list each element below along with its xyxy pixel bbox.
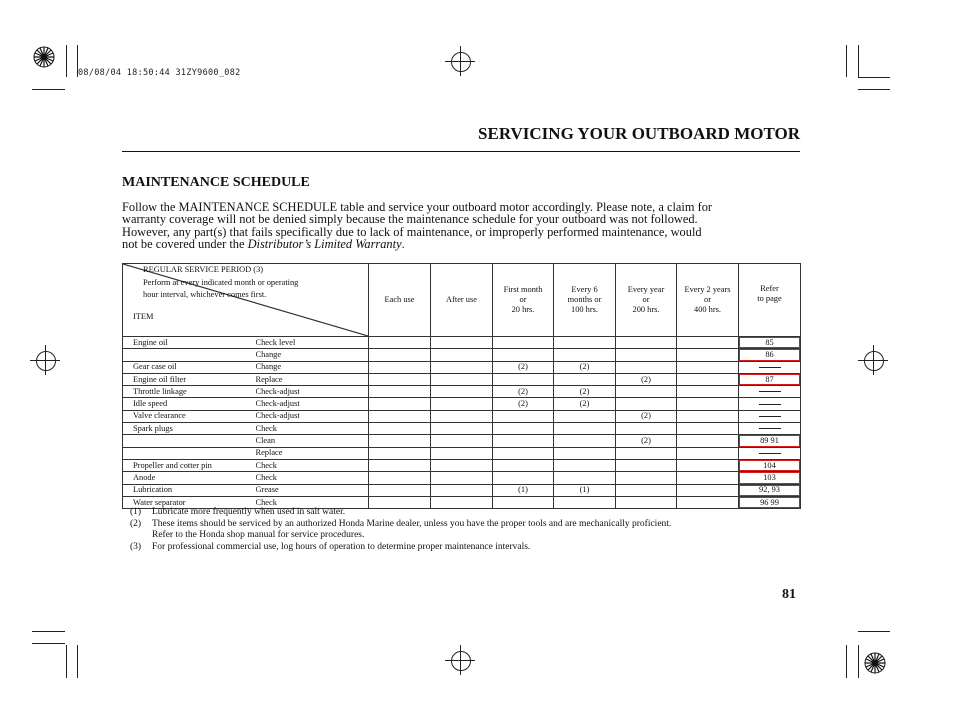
ref-dash (759, 416, 781, 417)
table-row (123, 459, 801, 471)
ref-dash (759, 404, 781, 405)
table-row (123, 447, 801, 459)
cell-every-year: (2) (616, 410, 677, 422)
cell-every-year (616, 398, 677, 410)
footnote-text: Refer to the Honda shop manual for service procedures. (152, 530, 365, 541)
table-row (123, 484, 801, 496)
cell-every-2-years (677, 472, 739, 484)
cell-first-month: (2) (493, 361, 554, 373)
cell-every-2-years (677, 459, 739, 471)
table-row (123, 386, 801, 398)
cell-every-year (616, 484, 677, 496)
cell-every-2-years (677, 447, 739, 459)
row-action: Check-adjust (256, 410, 369, 422)
cell-first-month (493, 472, 554, 484)
cell-each-use (369, 484, 431, 496)
cell-each-use (369, 410, 431, 422)
table-row (123, 435, 801, 447)
cell-after-use (431, 459, 493, 471)
footnote-text: These items should be serviced by an authorized Honda Marine dealer, unless you have the proper tools and are mechanically proficient. (152, 518, 672, 529)
cell-every-6-months: (1) (554, 484, 616, 496)
cell-every-6-months: (2) (554, 398, 616, 410)
footnote (130, 542, 800, 554)
footnote-number: (2) (130, 518, 142, 529)
cell-every-2-years (677, 410, 739, 422)
page-title: SERVICING YOUR OUTBOARD MOTOR (478, 124, 800, 143)
cell-every-2-years (677, 398, 739, 410)
table-row (123, 361, 801, 373)
table-row (123, 349, 801, 361)
cell-first-month: (2) (493, 398, 554, 410)
table-row (123, 337, 801, 349)
cell-first-month (493, 410, 554, 422)
print-job-code: 08/08/04 18:50:44 31ZY9600_082 (78, 68, 241, 78)
cell-refer-page: 87 (739, 373, 801, 385)
row-action: Change (256, 361, 369, 373)
cell-each-use (369, 447, 431, 459)
cell-after-use (431, 423, 493, 435)
column-header-every-2-years: Every 2 years or 400 hrs. (677, 264, 739, 337)
cell-after-use (431, 447, 493, 459)
cell-every-6-months (554, 349, 616, 361)
cell-every-6-months (554, 447, 616, 459)
footnote-text: Lubricate more frequently when used in salt water. (152, 507, 346, 517)
cell-after-use (431, 337, 493, 349)
footnote-number: (3) (130, 541, 142, 552)
cell-first-month (493, 423, 554, 435)
cell-every-6-months (554, 337, 616, 349)
cell-every-year (616, 337, 677, 349)
row-item-name: Valve clearance (123, 410, 256, 422)
registration-star-icon-bottom-right (864, 652, 886, 674)
column-header-first-month: First month or 20 hrs. (493, 264, 554, 337)
corner-item-label: ITEM (133, 312, 154, 321)
corner-instruction-line: Perform at every indicated month or operating (143, 278, 299, 287)
row-item-name: Idle speed (123, 398, 256, 410)
row-action: Check (256, 496, 369, 508)
cell-after-use (431, 435, 493, 447)
cell-refer-page: 85 (739, 337, 801, 349)
footnote-number (130, 530, 152, 542)
cell-every-2-years (677, 484, 739, 496)
cell-every-year (616, 447, 677, 459)
footnotes (130, 507, 800, 553)
ref-dash (759, 367, 781, 368)
row-action: Check-adjust (256, 386, 369, 398)
cell-refer-page: 104 (739, 459, 801, 471)
cell-each-use (369, 349, 431, 361)
row-action: Clean (256, 435, 369, 447)
cell-refer-page: 89 91 (739, 435, 801, 447)
cell-each-use (369, 423, 431, 435)
row-item-name: Anode (123, 472, 256, 484)
cell-refer-page: 96 99 (739, 496, 801, 508)
corner-instruction-line: hour interval, whichever comes first. (143, 290, 267, 299)
row-item-name (123, 349, 256, 361)
cell-every-year: (2) (616, 435, 677, 447)
table-row (123, 410, 801, 422)
cell-each-use (369, 472, 431, 484)
intro-line: Follow the MAINTENANCE SCHEDULE table and service your outboard motor accordingly. Please note, a claim for (122, 200, 713, 214)
table-row (123, 398, 801, 410)
column-header-every-year: Every year or 200 hrs. (616, 264, 677, 337)
table-row (123, 373, 801, 385)
cell-first-month (493, 459, 554, 471)
cell-every-year (616, 423, 677, 435)
cell-each-use (369, 386, 431, 398)
table-row (123, 472, 801, 484)
cell-refer-page (739, 398, 801, 410)
column-header-after-use: After use (431, 264, 493, 337)
table-corner-cell (123, 264, 369, 337)
row-item-name (123, 447, 256, 459)
row-action: Check level (256, 337, 369, 349)
cell-first-month (493, 435, 554, 447)
cell-first-month (493, 447, 554, 459)
corner-period-label: REGULAR SERVICE PERIOD (3) (143, 265, 264, 274)
footnote (130, 530, 800, 542)
cell-after-use (431, 361, 493, 373)
warranty-title: Distributor’s Limited Warranty (247, 237, 402, 252)
cell-each-use (369, 459, 431, 471)
row-item-name: Engine oil filter (123, 373, 256, 385)
cell-every-6-months (554, 472, 616, 484)
cell-every-6-months (554, 410, 616, 422)
row-item-name: Engine oil (123, 337, 256, 349)
cell-every-6-months (554, 423, 616, 435)
cell-after-use (431, 484, 493, 496)
table-row (123, 423, 801, 435)
cell-first-month: (1) (493, 484, 554, 496)
cell-every-6-months (554, 435, 616, 447)
cell-every-2-years (677, 349, 739, 361)
cell-after-use (431, 349, 493, 361)
cell-every-year (616, 349, 677, 361)
cell-after-use (431, 386, 493, 398)
cell-every-6-months (554, 373, 616, 385)
row-action: Check (256, 423, 369, 435)
cell-every-2-years (677, 435, 739, 447)
intro-paragraph (122, 201, 802, 251)
footnote-text: For professional commercial use, log hours of operation to determine proper maintenance intervals. (152, 541, 531, 552)
footnote (130, 519, 800, 531)
cell-refer-page (739, 423, 801, 435)
row-item-name: Propeller and cotter pin (123, 459, 256, 471)
cell-first-month (493, 349, 554, 361)
footnote (130, 507, 800, 519)
cell-every-year (616, 386, 677, 398)
cell-every-6-months (554, 459, 616, 471)
intro-line: not be covered under the Distributor’s Limited Warranty. (122, 237, 405, 252)
cell-first-month: (2) (493, 386, 554, 398)
cell-every-2-years (677, 386, 739, 398)
maintenance-schedule-table (122, 263, 801, 509)
row-item-name: Lubrication (123, 484, 256, 496)
cell-every-year: (2) (616, 373, 677, 385)
cell-refer-page (739, 386, 801, 398)
cell-every-6-months: (2) (554, 386, 616, 398)
title-rule (122, 151, 800, 152)
cell-first-month (493, 373, 554, 385)
cell-each-use (369, 337, 431, 349)
column-header-every-6-months: Every 6 months or 100 hrs. (554, 264, 616, 337)
registration-star-icon-top-left (33, 46, 55, 68)
cell-refer-page (739, 447, 801, 459)
column-header-refer-page: Refer to page (739, 264, 801, 337)
footnote-number: (1) (130, 507, 142, 517)
column-header-each-use: Each use (369, 264, 431, 337)
row-action: Change (256, 349, 369, 361)
page-number: 81 (782, 587, 796, 602)
cell-each-use (369, 373, 431, 385)
row-action: Replace (256, 373, 369, 385)
cell-every-2-years (677, 423, 739, 435)
row-action: Check (256, 459, 369, 471)
row-action: Grease (256, 484, 369, 496)
ref-dash (759, 428, 781, 429)
cell-after-use (431, 398, 493, 410)
cell-after-use (431, 472, 493, 484)
ref-dash (759, 453, 781, 454)
intro-line: warranty coverage will not be denied simply because the maintenance schedule for your outboard was not followed. (122, 212, 698, 227)
cell-every-2-years (677, 361, 739, 373)
cell-after-use (431, 410, 493, 422)
cell-every-6-months: (2) (554, 361, 616, 373)
ref-dash (759, 391, 781, 392)
cell-every-year (616, 361, 677, 373)
cell-refer-page: 86 (739, 349, 801, 361)
cell-refer-page: 103 (739, 472, 801, 484)
row-item-name (123, 435, 256, 447)
table-header-row (123, 264, 801, 337)
cell-every-2-years (677, 337, 739, 349)
cell-every-2-years (677, 373, 739, 385)
intro-line: However, any part(s) that fails specifically due to lack of maintenance, or improperly performed maintenance, would (122, 224, 702, 239)
row-item-name: Gear case oil (123, 361, 256, 373)
cell-each-use (369, 398, 431, 410)
cell-refer-page (739, 361, 801, 373)
cell-refer-page (739, 410, 801, 422)
row-action: Replace (256, 447, 369, 459)
row-action: Check-adjust (256, 398, 369, 410)
section-title: MAINTENANCE SCHEDULE (122, 175, 310, 190)
cell-each-use (369, 361, 431, 373)
row-item-name: Throttle linkage (123, 386, 256, 398)
cell-every-year (616, 459, 677, 471)
cell-after-use (431, 373, 493, 385)
cell-every-year (616, 472, 677, 484)
cell-refer-page: 92, 93 (739, 484, 801, 496)
row-item-name: Spark plugs (123, 423, 256, 435)
row-item-name: Water separator (123, 496, 256, 508)
row-action: Check (256, 472, 369, 484)
cell-first-month (493, 337, 554, 349)
cell-each-use (369, 435, 431, 447)
